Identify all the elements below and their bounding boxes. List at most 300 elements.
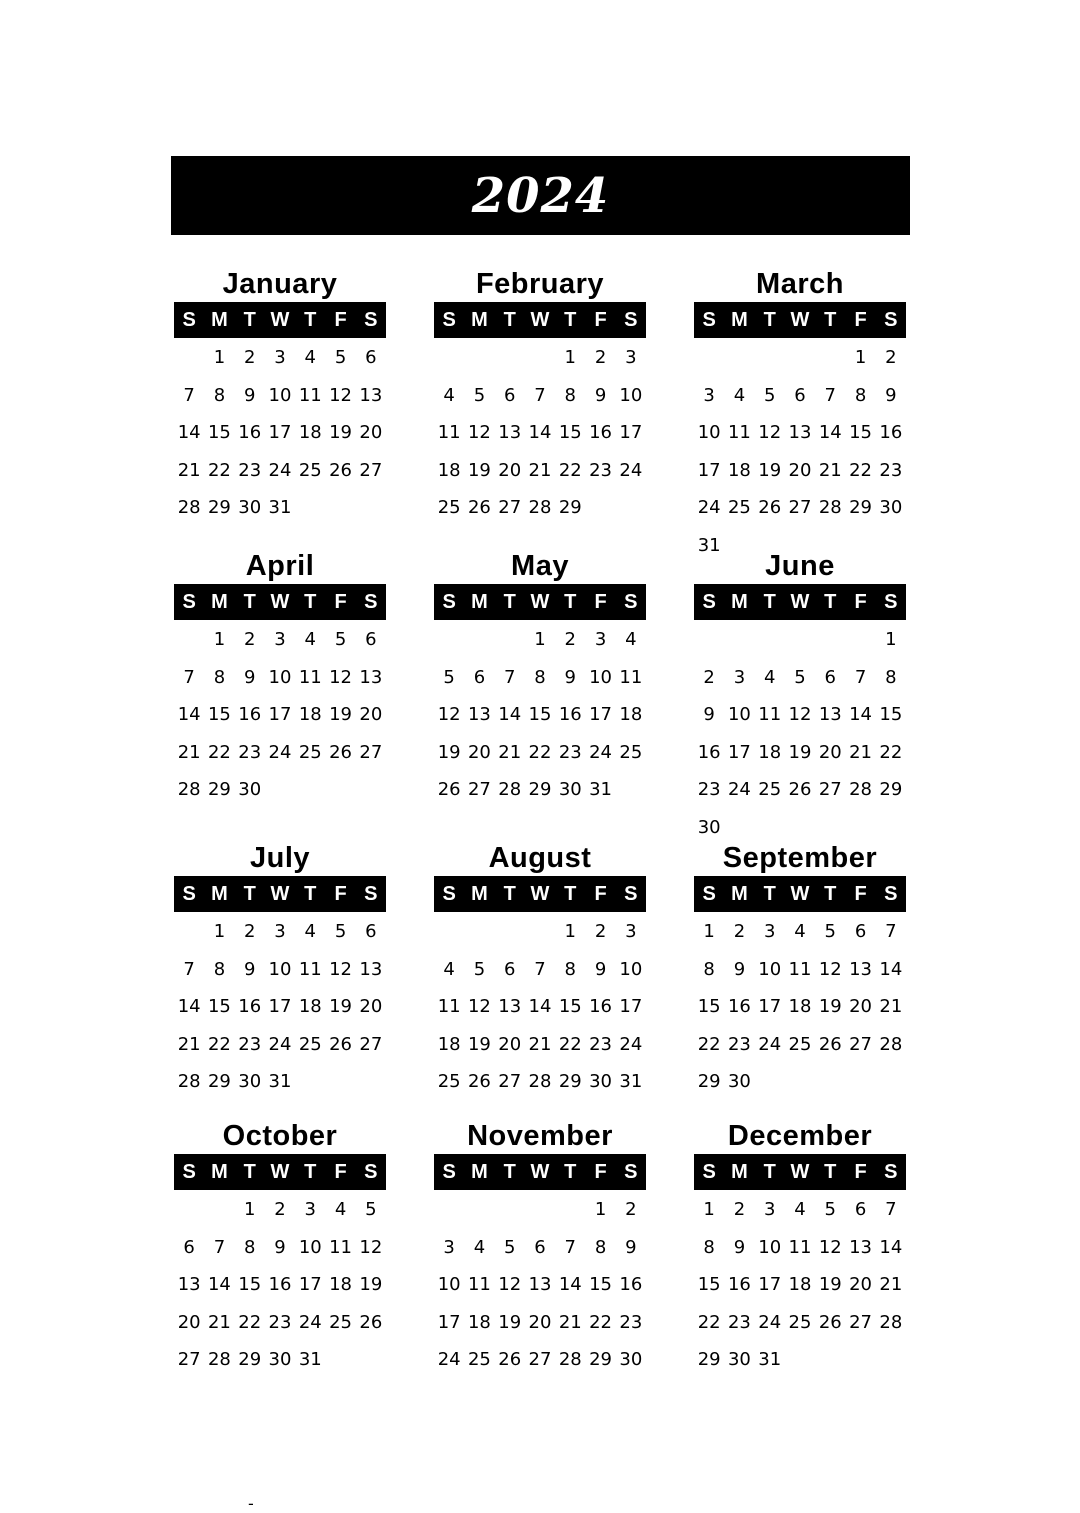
month-april (174, 548, 386, 809)
day-cell: 18 (298, 422, 322, 444)
weekday-label: S (182, 591, 196, 613)
day-cell: 12 (329, 384, 353, 406)
month-may (434, 548, 646, 809)
day-cell: 1 (885, 629, 897, 650)
weekday-label: S (442, 1161, 456, 1183)
day-cell: 23 (589, 459, 613, 481)
weekday-label: M (471, 591, 488, 613)
weekday-label: M (731, 591, 748, 613)
day-cell: 24 (298, 1311, 322, 1333)
day-cell: 16 (558, 704, 582, 726)
day-cell: 20 (849, 996, 873, 1018)
day-cell: 11 (329, 1236, 353, 1258)
weekday-label: T (304, 1161, 317, 1183)
weekday-label: S (702, 591, 716, 613)
day-cell: 2 (243, 921, 256, 942)
empty-cell (755, 339, 785, 377)
day-cell: 10 (589, 666, 613, 688)
weekday-label: W (790, 1161, 810, 1183)
empty-cell (464, 621, 494, 659)
day-cell: 22 (558, 459, 582, 481)
day-cell: 8 (703, 958, 715, 980)
weekday-label: W (270, 1161, 290, 1183)
empty-cell (495, 1191, 525, 1229)
day-cell: 25 (467, 1349, 491, 1371)
day-cell: 28 (818, 497, 842, 519)
day-cell: 14 (879, 1236, 903, 1258)
weekday-label: S (702, 1161, 716, 1183)
day-cell: 13 (849, 958, 873, 980)
day-grid (174, 1190, 386, 1379)
day-cell: 2 (625, 1199, 637, 1220)
day-cell: 13 (849, 1236, 873, 1258)
day-cell: 1 (703, 921, 715, 942)
day-cell: 9 (243, 958, 256, 980)
empty-cell (434, 1191, 464, 1229)
weekday-label: M (211, 1161, 228, 1183)
day-cell: 21 (879, 1274, 903, 1296)
day-cell: 1 (854, 347, 867, 368)
weekday-label: T (824, 1161, 837, 1183)
day-cell: 12 (359, 1236, 383, 1258)
weekday-header (174, 302, 386, 338)
day-cell: 20 (177, 1311, 201, 1333)
weekday-header (174, 1154, 386, 1190)
day-cell: 21 (207, 1311, 231, 1333)
day-cell: 8 (885, 666, 897, 688)
day-cell: 15 (697, 996, 721, 1018)
day-cell: 25 (727, 497, 751, 519)
day-cell: 29 (207, 779, 231, 801)
day-cell: 9 (703, 704, 715, 726)
day-cell: 9 (885, 384, 897, 406)
empty-cell (755, 621, 785, 659)
day-cell: 11 (788, 1236, 812, 1258)
weekday-label: T (503, 883, 516, 905)
day-cell: 8 (564, 384, 576, 406)
weekday-label: T (243, 591, 256, 613)
day-cell: 26 (758, 497, 782, 519)
day-cell: 10 (758, 958, 782, 980)
day-cell: 14 (177, 422, 201, 444)
day-cell: 3 (274, 629, 286, 650)
empty-cell (495, 339, 525, 377)
weekday-label: M (471, 883, 488, 905)
empty-cell (525, 339, 555, 377)
day-cell: 23 (879, 459, 903, 481)
day-cell: 11 (298, 384, 322, 406)
day-cell: 6 (365, 347, 377, 368)
day-cell: 14 (528, 422, 552, 444)
day-cell: 4 (304, 347, 316, 368)
day-cell: 22 (589, 1311, 613, 1333)
day-cell: 5 (473, 958, 486, 980)
day-cell: 29 (207, 497, 231, 519)
weekday-label: M (211, 883, 228, 905)
empty-cell (495, 621, 525, 659)
day-cell: 16 (589, 996, 613, 1018)
day-cell: 16 (238, 996, 262, 1018)
day-cell: 2 (243, 629, 256, 650)
weekday-label: T (564, 1161, 577, 1183)
day-cell: 28 (528, 1071, 552, 1093)
day-cell: 25 (329, 1311, 353, 1333)
day-cell: 1 (243, 1199, 256, 1220)
day-cell: 18 (619, 704, 643, 726)
weekday-label: M (731, 1161, 748, 1183)
empty-cell (434, 913, 464, 951)
weekday-label: M (471, 1161, 488, 1183)
day-cell: 28 (207, 1349, 231, 1371)
weekday-label: S (624, 309, 638, 331)
weekday-label: T (564, 883, 577, 905)
day-cell: 4 (443, 958, 455, 980)
day-cell: 4 (304, 921, 316, 942)
month-name: August (488, 842, 592, 874)
day-cell: 16 (589, 422, 613, 444)
day-cell: 15 (207, 704, 231, 726)
day-cell: 16 (619, 1274, 643, 1296)
day-cell: 4 (473, 1236, 486, 1258)
empty-cell (694, 621, 724, 659)
day-cell: 23 (238, 741, 262, 763)
weekday-label: W (270, 309, 290, 331)
weekday-label: F (854, 591, 867, 613)
day-cell: 2 (594, 347, 607, 368)
weekday-label: F (854, 883, 867, 905)
day-cell: 28 (558, 1349, 582, 1371)
day-cell: 12 (329, 666, 353, 688)
day-cell: 23 (697, 779, 721, 801)
empty-cell (815, 621, 845, 659)
day-cell: 9 (243, 666, 256, 688)
weekday-label: T (503, 591, 516, 613)
weekday-label: S (624, 1161, 638, 1183)
day-cell: 11 (467, 1274, 491, 1296)
weekday-label: F (594, 1161, 607, 1183)
day-cell: 21 (177, 1033, 201, 1055)
day-cell: 28 (528, 497, 552, 519)
day-cell: 29 (589, 1349, 613, 1371)
month-name: November (467, 1120, 613, 1152)
day-cell: 13 (788, 422, 812, 444)
weekday-label: T (763, 591, 776, 613)
weekday-label: S (364, 591, 378, 613)
day-cell: 12 (467, 996, 491, 1018)
weekday-label: T (564, 591, 577, 613)
weekday-label: S (182, 309, 196, 331)
day-cell: 3 (443, 1236, 455, 1258)
weekday-label: T (763, 1161, 776, 1183)
day-cell: 17 (619, 422, 643, 444)
day-cell: 18 (758, 741, 782, 763)
day-cell: 24 (697, 497, 721, 519)
day-cell: 20 (788, 459, 812, 481)
weekday-label: T (503, 1161, 516, 1183)
day-cell: 2 (274, 1199, 286, 1220)
day-cell: 9 (594, 958, 607, 980)
month-june (694, 548, 906, 847)
day-grid (694, 1190, 906, 1379)
day-cell: 15 (238, 1274, 262, 1296)
day-cell: 8 (213, 384, 226, 406)
day-cell: 7 (183, 958, 195, 980)
weekday-header (694, 1154, 906, 1190)
day-cell: 8 (243, 1236, 256, 1258)
weekday-label: F (334, 591, 347, 613)
day-cell: 22 (697, 1311, 721, 1333)
day-cell: 26 (498, 1349, 522, 1371)
day-cell: 13 (467, 704, 491, 726)
day-cell: 8 (213, 666, 226, 688)
day-cell: 7 (183, 384, 195, 406)
day-cell: 4 (443, 384, 455, 406)
day-cell: 30 (238, 497, 262, 519)
empty-cell (434, 621, 464, 659)
day-cell: 12 (329, 958, 353, 980)
day-cell: 13 (498, 422, 522, 444)
weekday-label: F (334, 883, 347, 905)
month-name: December (727, 1120, 873, 1152)
day-cell: 3 (763, 921, 776, 942)
day-cell: 20 (467, 741, 491, 763)
day-cell: 28 (498, 779, 522, 801)
day-cell: 13 (498, 996, 522, 1018)
day-cell: 6 (365, 921, 377, 942)
day-cell: 23 (589, 1033, 613, 1055)
day-cell: 18 (437, 1033, 461, 1055)
day-cell: 4 (794, 921, 806, 942)
day-cell: 24 (589, 741, 613, 763)
day-cell: 20 (359, 422, 383, 444)
empty-cell (464, 913, 494, 951)
day-cell: 22 (849, 459, 873, 481)
day-cell: 5 (503, 1236, 516, 1258)
day-cell: 31 (697, 534, 721, 556)
day-cell: 5 (334, 629, 347, 650)
day-cell: 19 (498, 1311, 522, 1333)
day-cell: 22 (528, 741, 552, 763)
empty-cell (724, 339, 754, 377)
weekday-label: W (270, 883, 290, 905)
day-cell: 15 (589, 1274, 613, 1296)
day-cell: 8 (534, 666, 546, 688)
weekday-header (694, 584, 906, 620)
day-cell: 25 (788, 1311, 812, 1333)
day-cell: 17 (727, 741, 751, 763)
day-cell: 1 (213, 629, 226, 650)
day-cell: 16 (238, 704, 262, 726)
day-cell: 17 (619, 996, 643, 1018)
day-cell: 12 (758, 422, 782, 444)
day-cell: 27 (359, 459, 383, 481)
day-cell: 29 (849, 497, 873, 519)
day-cell: 10 (758, 1236, 782, 1258)
day-cell: 3 (625, 921, 637, 942)
day-cell: 21 (177, 459, 201, 481)
day-cell: 29 (879, 779, 903, 801)
day-cell: 19 (467, 459, 491, 481)
weekday-label: S (182, 1161, 196, 1183)
day-cell: 9 (733, 958, 746, 980)
weekday-label: S (364, 883, 378, 905)
day-cell: 1 (594, 1199, 607, 1220)
empty-cell (174, 339, 204, 377)
day-cell: 26 (359, 1311, 383, 1333)
day-cell: 6 (854, 921, 867, 942)
day-cell: 6 (794, 384, 806, 406)
weekday-label: T (564, 309, 577, 331)
day-cell: 9 (733, 1236, 746, 1258)
month-name: January (222, 268, 338, 300)
weekday-label: T (824, 591, 837, 613)
weekday-label: S (624, 591, 638, 613)
day-cell: 7 (503, 666, 516, 688)
day-cell: 15 (697, 1274, 721, 1296)
day-grid (694, 338, 906, 565)
weekday-label: S (702, 883, 716, 905)
day-cell: 13 (359, 958, 383, 980)
weekday-label: T (763, 883, 776, 905)
day-cell: 3 (733, 666, 746, 688)
day-cell: 24 (437, 1349, 461, 1371)
day-cell: 27 (528, 1349, 552, 1371)
day-grid (174, 620, 386, 809)
empty-cell (464, 1191, 494, 1229)
day-cell: 30 (558, 779, 582, 801)
day-cell: 13 (528, 1274, 552, 1296)
day-cell: 25 (298, 1033, 322, 1055)
day-cell: 5 (365, 1199, 377, 1220)
weekday-header (434, 876, 646, 912)
weekday-label: M (211, 309, 228, 331)
day-cell: 14 (207, 1274, 231, 1296)
weekday-label: M (731, 309, 748, 331)
weekday-label: T (304, 309, 317, 331)
day-cell: 30 (697, 816, 721, 838)
day-cell: 20 (359, 704, 383, 726)
day-cell: 27 (849, 1033, 873, 1055)
day-cell: 22 (207, 459, 231, 481)
empty-cell (525, 913, 555, 951)
day-cell: 25 (437, 1071, 461, 1093)
day-cell: 17 (758, 996, 782, 1018)
day-cell: 30 (619, 1349, 643, 1371)
day-cell: 6 (534, 1236, 546, 1258)
day-cell: 15 (558, 422, 582, 444)
day-cell: 16 (727, 1274, 751, 1296)
day-cell: 25 (619, 741, 643, 763)
day-cell: 30 (727, 1071, 751, 1093)
day-cell: 24 (619, 1033, 643, 1055)
month-january (174, 266, 386, 527)
day-cell: 14 (177, 704, 201, 726)
day-cell: 22 (207, 1033, 231, 1055)
day-cell: 31 (619, 1071, 643, 1093)
day-cell: 5 (443, 666, 455, 688)
day-cell: 29 (528, 779, 552, 801)
day-cell: 24 (619, 459, 643, 481)
day-cell: 13 (359, 384, 383, 406)
day-cell: 18 (788, 1274, 812, 1296)
day-cell: 14 (177, 996, 201, 1018)
month-name: October (222, 1120, 338, 1152)
day-cell: 29 (558, 1071, 582, 1093)
day-cell: 14 (498, 704, 522, 726)
day-cell: 17 (268, 422, 292, 444)
day-cell: 24 (758, 1311, 782, 1333)
day-cell: 21 (528, 459, 552, 481)
empty-cell (845, 621, 875, 659)
day-cell: 2 (703, 666, 715, 688)
month-july (174, 840, 386, 1101)
day-cell: 28 (879, 1311, 903, 1333)
day-cell: 15 (879, 704, 903, 726)
weekday-label: T (304, 591, 317, 613)
empty-cell (785, 621, 815, 659)
weekday-label: T (763, 309, 776, 331)
weekday-label: M (211, 591, 228, 613)
day-cell: 3 (594, 629, 607, 650)
day-cell: 12 (498, 1274, 522, 1296)
day-cell: 31 (268, 1071, 292, 1093)
day-cell: 15 (207, 422, 231, 444)
day-cell: 11 (437, 422, 461, 444)
day-cell: 19 (788, 741, 812, 763)
day-cell: 26 (329, 741, 353, 763)
day-cell: 10 (619, 958, 643, 980)
day-grid (694, 912, 906, 1101)
day-cell: 6 (854, 1199, 867, 1220)
day-cell: 30 (727, 1349, 751, 1371)
day-cell: 24 (727, 779, 751, 801)
day-cell: 25 (298, 459, 322, 481)
day-cell: 21 (498, 741, 522, 763)
weekday-label: S (884, 309, 898, 331)
day-cell: 9 (243, 384, 256, 406)
weekday-label: S (702, 309, 716, 331)
day-cell: 15 (849, 422, 873, 444)
day-cell: 25 (788, 1033, 812, 1055)
weekday-label: S (624, 883, 638, 905)
month-september (694, 840, 906, 1101)
weekday-label: S (442, 309, 456, 331)
day-cell: 27 (467, 779, 491, 801)
day-cell: 26 (329, 459, 353, 481)
day-cell: 6 (503, 958, 516, 980)
day-cell: 17 (697, 459, 721, 481)
empty-cell (555, 1191, 585, 1229)
day-cell: 15 (207, 996, 231, 1018)
day-cell: 21 (849, 741, 873, 763)
day-cell: 11 (619, 666, 643, 688)
day-cell: 11 (727, 422, 751, 444)
weekday-label: S (364, 309, 378, 331)
weekday-label: F (854, 1161, 867, 1183)
month-name: July (249, 842, 311, 874)
weekday-label: T (304, 883, 317, 905)
day-cell: 3 (763, 1199, 776, 1220)
day-cell: 24 (268, 741, 292, 763)
footer-mark: - (248, 1494, 254, 1513)
day-cell: 7 (885, 921, 897, 942)
day-cell: 18 (727, 459, 751, 481)
day-cell: 29 (697, 1349, 721, 1371)
day-cell: 1 (213, 921, 226, 942)
day-cell: 1 (534, 629, 546, 650)
day-cell: 1 (703, 1199, 715, 1220)
weekday-label: S (884, 1161, 898, 1183)
